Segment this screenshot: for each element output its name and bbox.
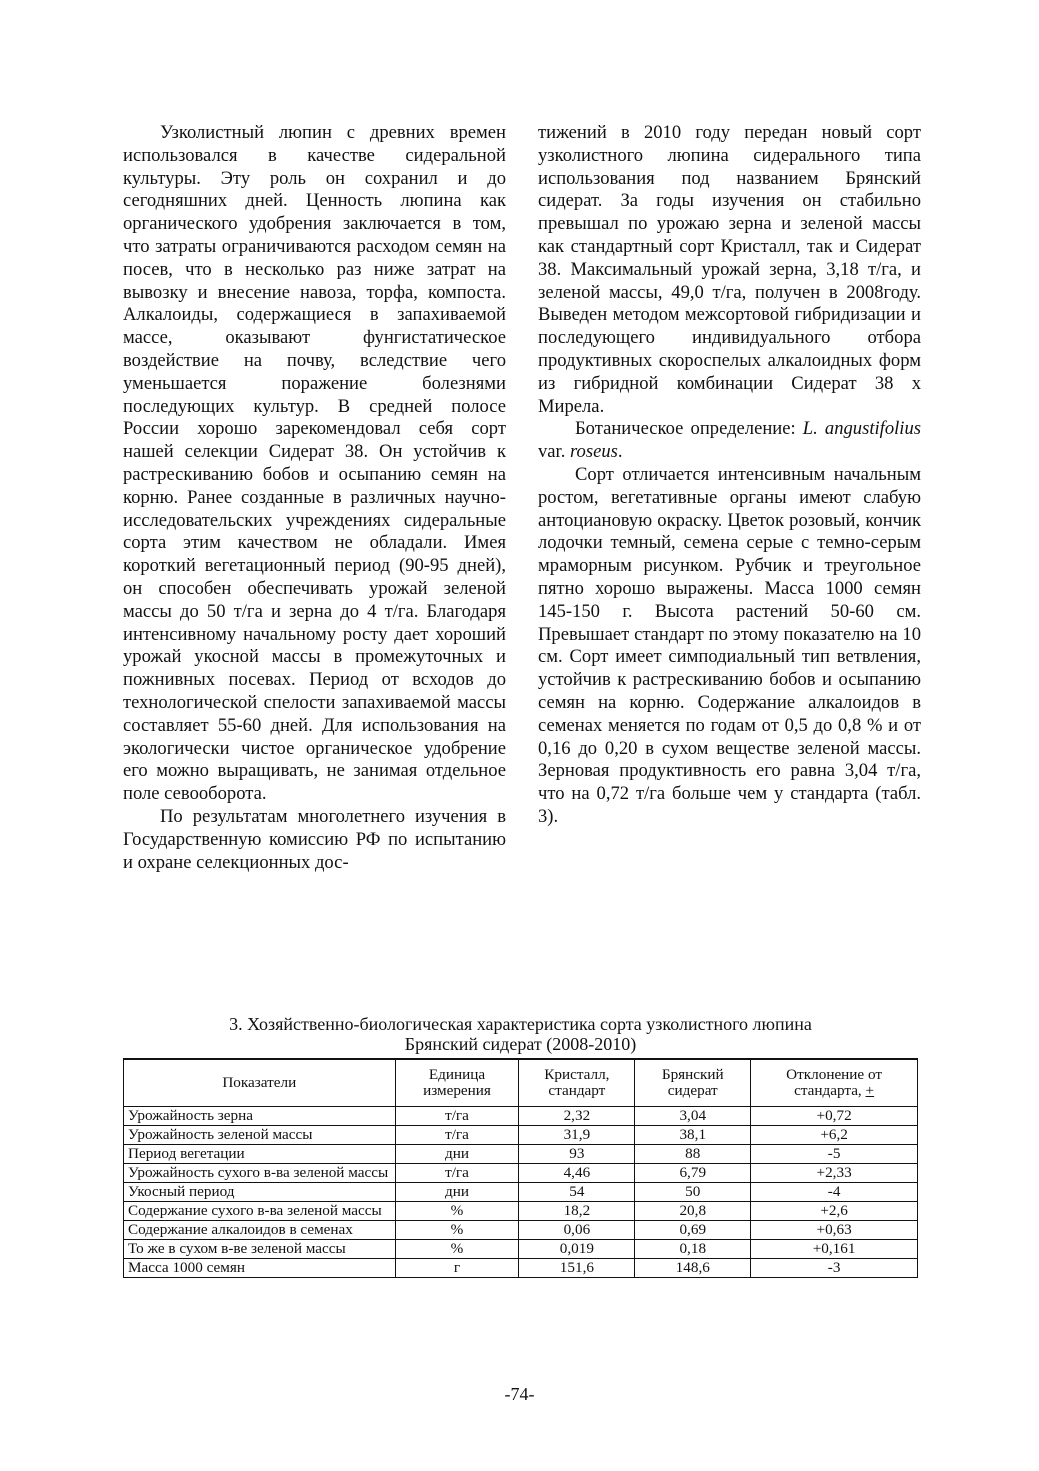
plus-minus-sign: + xyxy=(865,1082,875,1099)
row-bryansky: 38,1 xyxy=(635,1126,751,1145)
row-bryansky: 88 xyxy=(635,1145,751,1164)
header-deviation xyxy=(751,1059,918,1107)
row-crystal: 2,32 xyxy=(519,1107,635,1126)
row-unit: т/га xyxy=(395,1164,519,1183)
botanical-prefix: Ботаническое определение: xyxy=(575,418,803,440)
table-row xyxy=(124,1107,918,1126)
paragraph-continuation: тижений в 2010 году передан новый сорт узколистного люпина сидерального типа использования под названием Брянский сидерат. За годы изучения он стабильно превышал по урожаю зерна и зеленой массы как стандартный сорт Кристалл, так и Сидерат 38. Максимальный урожай зерна, 3,18 т/га, и зеленой массы, 49,0 т/га, получен в 2008году. Выведен методом межсортовой гибридизации и последующего индивидуального отбора продуктивных скороспелых алкалоидных форм из гибридной комбинации Сидерат 38 х Мирела. xyxy=(538,122,921,417)
row-deviation: +0,161 xyxy=(751,1240,918,1259)
paragraph-narrow-leaf-lupin: Узколистный люпин с древних времен использовался в качестве сидеральной культуры. Эту роль он сохранил и до сегодняшних дней. Ценность люпина как органического удобрения заключается в том, что затраты ограничиваются расходом семян на посев, что в несколько раз ниже затрат на вывозку и внесение навоза, торфа, компоста. Алкалоиды, содержащиеся в запахиваемой массе, оказывают фунгистатическое воздействие на почву, вследствие чего уменьшается поражение болезнями последующих культур. В средней полосе России хорошо зарекомендовал себя сорт нашей селекции Сидерат 38. Он устойчив к растрескиванию бобов и осыпанию семян на корню. Ранее созданные в различных научно-исследовательских учреждениях сидеральные сорта этим качеством не обладали. Имея короткий вегетационный период (90-95 дней), он способен обеспечивать урожай зеленой массы до 50 т/га и зерна до 4 т/га. Благодаря интенсивному начальному росту дает хороший урожай укосной массы в промежуточных и пожнивных посевах. Период от всходов до технологической спелости запахиваемой массы составляет 55-60 дней. Для использования на экологически чистое органическое удобрение его можно выращивать, не занимая отдельное поле севооборота. xyxy=(123,122,506,805)
row-unit: % xyxy=(395,1240,519,1259)
table-row xyxy=(124,1164,918,1183)
row-name: Содержание сухого в-ва зеленой массы xyxy=(124,1202,396,1221)
row-name: Укосный период xyxy=(124,1183,396,1202)
latin-species: L. angustifolius xyxy=(802,418,921,440)
header-unit: Единица измерения xyxy=(395,1059,519,1107)
header-bryansky: Брянский сидерат xyxy=(635,1059,751,1107)
table-row xyxy=(124,1240,918,1259)
paragraph-study-results: По результатам многолетнего изучения в Государственную комиссию РФ по испытанию и охране селекционных дос- xyxy=(123,805,506,873)
header-indicator: Показатели xyxy=(124,1059,396,1107)
row-unit: % xyxy=(395,1221,519,1240)
row-deviation: +6,2 xyxy=(751,1126,918,1145)
row-deviation: -4 xyxy=(751,1183,918,1202)
page-number: -74- xyxy=(504,1384,535,1404)
botanical-end: . xyxy=(617,441,623,463)
row-crystal: 31,9 xyxy=(519,1126,635,1145)
row-crystal: 93 xyxy=(519,1145,635,1164)
row-unit: т/га xyxy=(395,1107,519,1126)
table-row xyxy=(124,1221,918,1240)
paragraph-variety-description: Сорт отличается интенсивным начальным ростом, вегетативные органы имеют слабую антоциановую окраску. Цветок розовый, кончик лодочки темный, семена серые с темно-серым мраморным рисунком. Рубчик и треугольное пятно хорошо выражены. Масса 1000 семян 145-150 г. Высота растений 50-60 см. Превышает стандарт по этому показателю на 10 см. Сорт имеет симподиальный тип ветвления, устойчив к растрескиванию бобов и осыпанию семян на корню. Содержание алкалоидов в семенах меняется по годам от 0,5 до 0,8 % и от 0,16 до 0,20 в сухом веществе зеленой массы. Зерновая продуктивность его равна 3,04 т/га, что на 0,72 т/га больше чем у стандарта (табл. 3). xyxy=(538,463,921,827)
row-unit: г xyxy=(395,1259,519,1278)
paragraph-botanical-definition xyxy=(538,418,921,464)
row-deviation: +0,72 xyxy=(751,1107,918,1126)
characteristics-table xyxy=(123,1058,918,1278)
row-bryansky: 6,79 xyxy=(635,1164,751,1183)
caption-line-1: 3. Хозяйственно-биологическая характеристика сорта узколистного люпина xyxy=(229,1014,812,1034)
left-column xyxy=(123,122,506,874)
row-crystal: 151,6 xyxy=(519,1259,635,1278)
row-name: Содержание алкалоидов в семенах xyxy=(124,1221,396,1240)
row-crystal: 18,2 xyxy=(519,1202,635,1221)
table-row xyxy=(124,1145,918,1164)
row-bryansky: 50 xyxy=(635,1183,751,1202)
row-crystal: 4,46 xyxy=(519,1164,635,1183)
table-row xyxy=(124,1183,918,1202)
right-column xyxy=(538,122,921,829)
row-bryansky: 0,18 xyxy=(635,1240,751,1259)
row-unit: дни xyxy=(395,1183,519,1202)
row-deviation: -5 xyxy=(751,1145,918,1164)
header-crystal: Кристалл, стандарт xyxy=(519,1059,635,1107)
table-row xyxy=(124,1202,918,1221)
row-crystal: 54 xyxy=(519,1183,635,1202)
caption-line-2: Брянский сидерат (2008-2010) xyxy=(404,1034,637,1054)
row-unit: % xyxy=(395,1202,519,1221)
table-row xyxy=(124,1126,918,1145)
row-deviation: +2,6 xyxy=(751,1202,918,1221)
row-bryansky: 3,04 xyxy=(635,1107,751,1126)
row-crystal: 0,06 xyxy=(519,1221,635,1240)
row-name: То же в сухом в-ве зеленой массы xyxy=(124,1240,396,1259)
row-bryansky: 0,69 xyxy=(635,1221,751,1240)
row-deviation: -3 xyxy=(751,1259,918,1278)
row-name: Масса 1000 семян xyxy=(124,1259,396,1278)
row-unit: дни xyxy=(395,1145,519,1164)
row-bryansky: 20,8 xyxy=(635,1202,751,1221)
table-header-row xyxy=(124,1059,918,1107)
row-name: Урожайность зеленой массы xyxy=(124,1126,396,1145)
latin-variety: roseus xyxy=(570,441,618,463)
var-label: var. xyxy=(538,441,571,463)
row-unit: т/га xyxy=(395,1126,519,1145)
table-row xyxy=(124,1259,918,1278)
row-name: Урожайность сухого в-ва зеленой массы xyxy=(124,1164,396,1183)
row-deviation: +2,33 xyxy=(751,1164,918,1183)
row-name: Урожайность зерна xyxy=(124,1107,396,1126)
row-crystal: 0,019 xyxy=(519,1240,635,1259)
row-deviation: +0,63 xyxy=(751,1221,918,1240)
header-deviation-text: Отклонение от стандарта, xyxy=(786,1066,883,1099)
table-caption xyxy=(123,1014,918,1054)
row-bryansky: 148,6 xyxy=(635,1259,751,1278)
row-name: Период вегетации xyxy=(124,1145,396,1164)
